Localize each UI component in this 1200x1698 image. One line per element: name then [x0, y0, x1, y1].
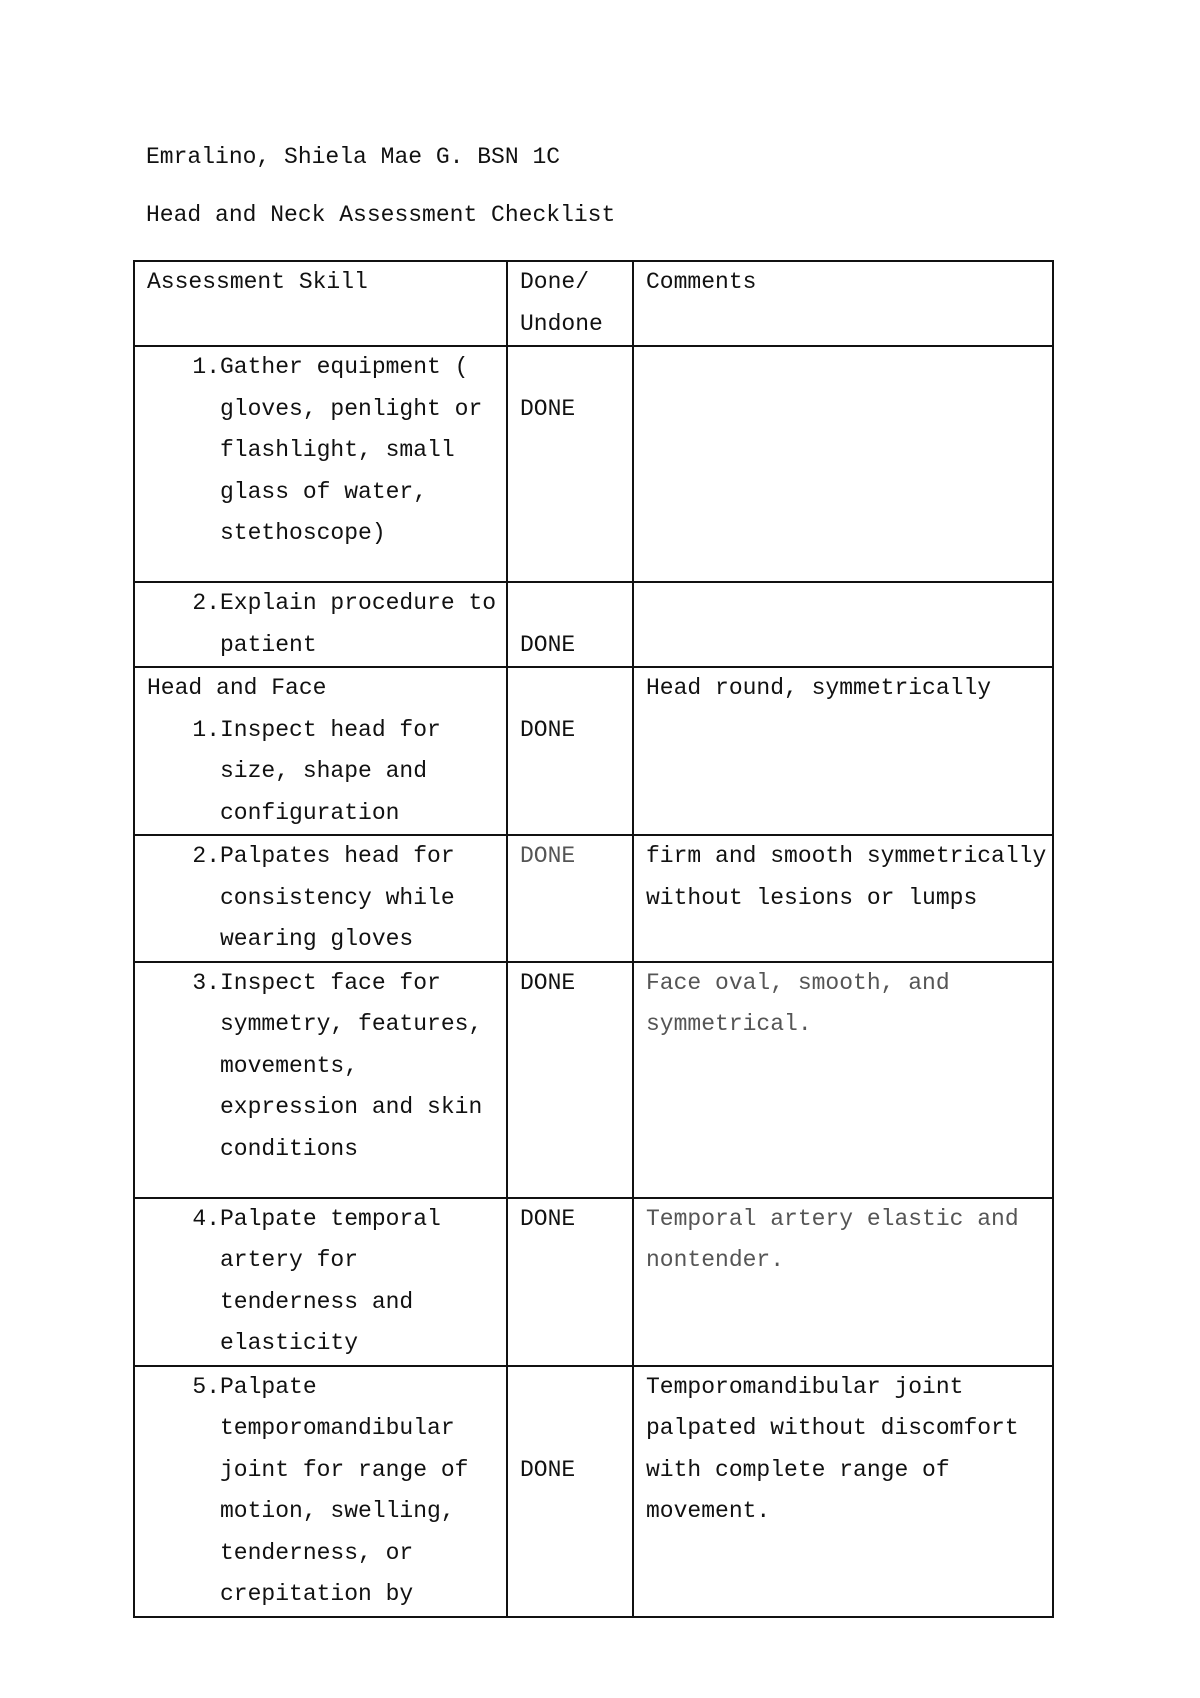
item-number: 5.	[192, 1373, 220, 1400]
status-text: DONE	[520, 716, 576, 743]
skill-cell	[134, 835, 507, 962]
table-header-row	[134, 261, 1053, 346]
comment-cell: Face oval, smooth, and symmetrical.	[633, 962, 1053, 1198]
status-text: DONE	[520, 631, 576, 658]
status-text: DONE	[520, 1456, 576, 1483]
comment-cell: Temporomandibular joint palpated without discomfort with complete range of movement.	[633, 1366, 1053, 1617]
table-row	[134, 1198, 1053, 1366]
status-cell	[507, 582, 633, 667]
table-row	[134, 346, 1053, 582]
item-number: 1.	[192, 716, 220, 743]
document-title: Head and Neck Assessment Checklist	[146, 202, 616, 228]
skill-text: Inspect head for size, shape and configuration	[220, 716, 441, 826]
skill-cell	[134, 582, 507, 667]
skill-text: Inspect face for symmetry, features, movements, expression and skin conditions	[220, 969, 483, 1162]
header-done-undone: Done/ Undone	[507, 261, 633, 346]
table-row	[134, 667, 1053, 835]
skill-cell	[134, 962, 507, 1198]
skill-text: Palpate temporomandibular joint for range of motion, swelling, tenderness, or crepitation by	[220, 1373, 469, 1607]
skill-text: Gather equipment ( gloves, penlight or flashlight, small glass of water, stethoscope)	[220, 354, 483, 546]
item-number: 2.	[192, 843, 220, 869]
item-number: 3.	[192, 969, 220, 996]
comment-cell: Temporal artery elastic and nontender.	[633, 1198, 1053, 1366]
skill-text: Palpates head for consistency while wearing gloves	[220, 843, 455, 952]
header-comments: Comments	[633, 261, 1053, 346]
status-cell: DONE	[507, 962, 633, 1198]
header-assessment-skill: Assessment Skill	[134, 261, 507, 346]
skill-cell	[134, 346, 507, 582]
comment-cell: firm and smooth symmetrically without lesions or lumps	[633, 835, 1053, 962]
author-line: Emralino, Shiela Mae G. BSN 1C	[146, 144, 561, 170]
skill-text: Explain procedure to patient	[220, 590, 497, 658]
assessment-checklist-table	[133, 260, 1054, 1618]
comment-cell: Head round, symmetrically	[633, 667, 1053, 835]
table-row	[134, 582, 1053, 667]
skill-cell	[134, 667, 507, 835]
item-number: 2.	[192, 590, 220, 616]
status-cell	[507, 1366, 633, 1617]
status-cell: DONE	[507, 1198, 633, 1366]
skill-cell	[134, 1366, 507, 1617]
comment-cell	[633, 582, 1053, 667]
status-text: DONE	[520, 395, 576, 422]
table-row	[134, 962, 1053, 1198]
status-cell: DONE	[507, 835, 633, 962]
item-number: 4.	[192, 1205, 220, 1232]
skill-cell	[134, 1198, 507, 1366]
skill-text: Palpate temporal artery for tenderness and elasticity	[220, 1205, 441, 1356]
status-cell	[507, 667, 633, 835]
table-row	[134, 835, 1053, 962]
comment-cell	[633, 346, 1053, 582]
table-row	[134, 1366, 1053, 1617]
section-heading: Head and Face	[147, 675, 327, 701]
status-cell	[507, 346, 633, 582]
item-number: 1.	[192, 354, 220, 380]
